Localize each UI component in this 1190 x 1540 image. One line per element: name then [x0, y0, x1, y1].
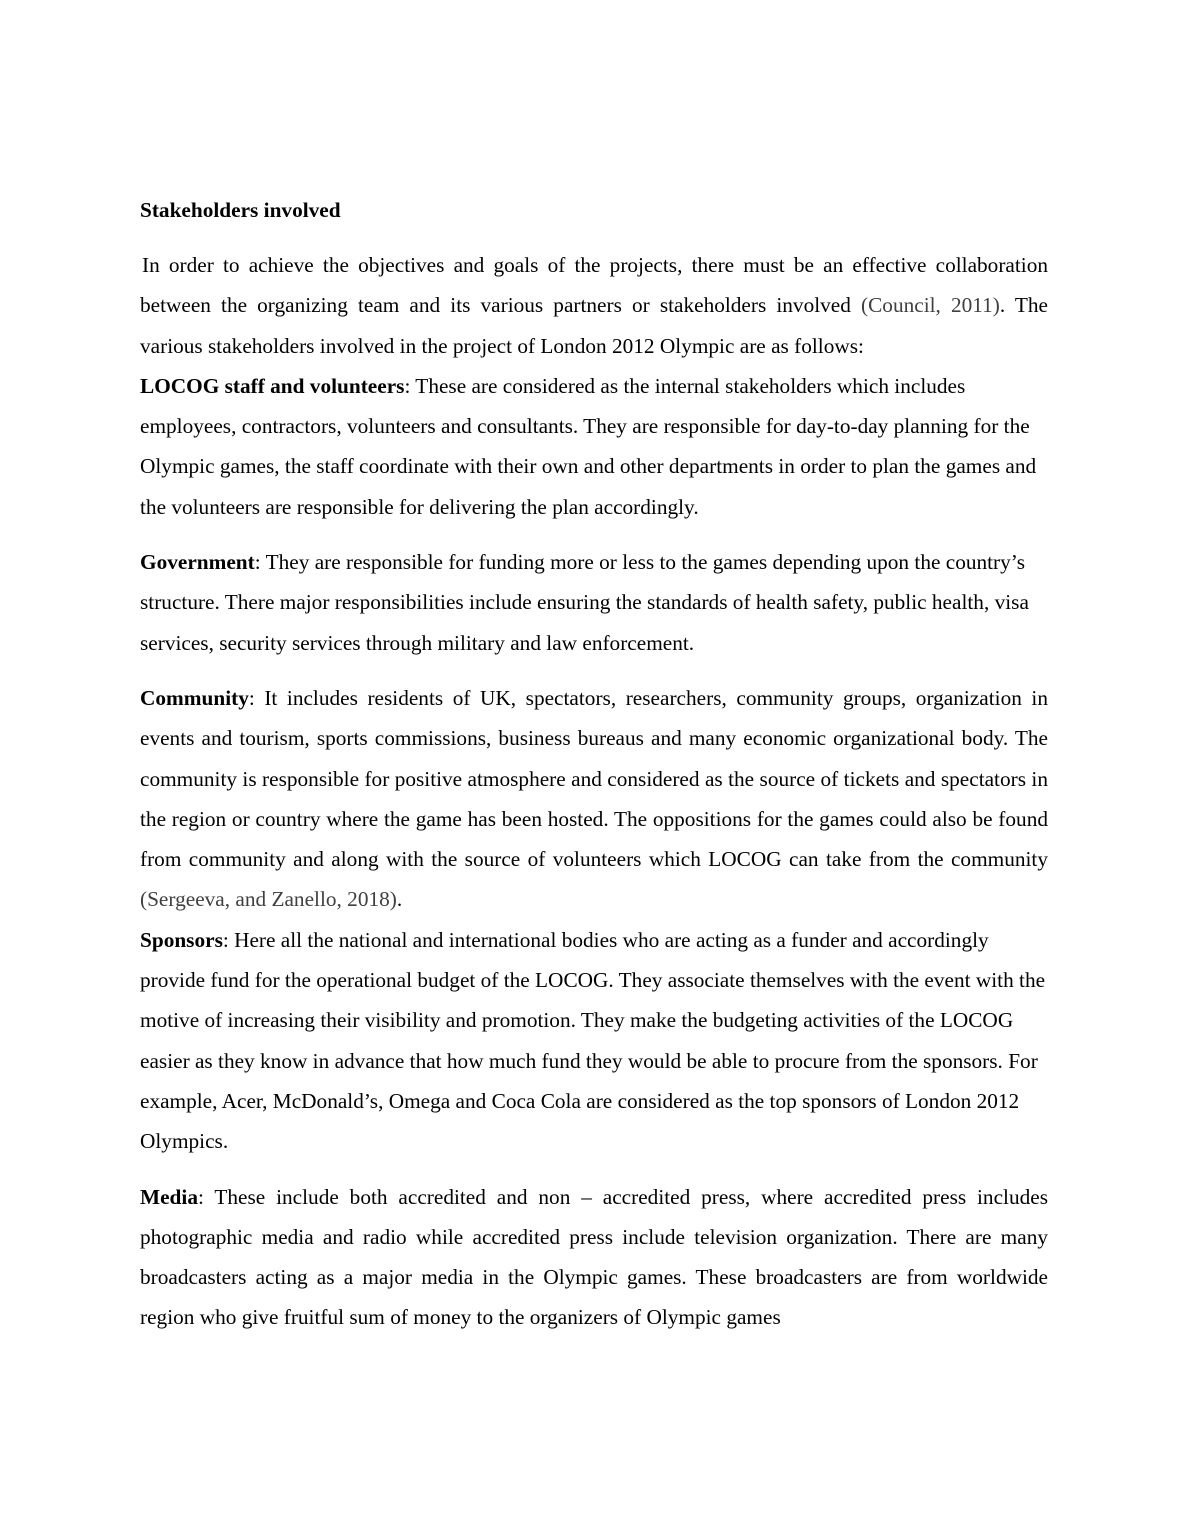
- community-term: Community: [140, 685, 249, 710]
- intro-paragraph: [140, 245, 1048, 366]
- locog-paragraph: [140, 366, 1048, 527]
- intro-citation: (Council, 2011): [861, 293, 1000, 318]
- intro-text: In order to achieve the objectives and goals of the projects, there must be an effective collaboration between the organizing team and its various partners or stakeholders involved: [140, 253, 1048, 318]
- sponsors-text: : Here all the national and international bodies who are acting as a funder and accordingly provide fund for the operational budget of the LOCOG. They associate themselves with the event with the motive of increasing their visibility and promotion. They make the budgeting activities of the LOCOG easier as they know in advance that how much fund they would be able to procure from the sponsors. For example, Acer, McDonald’s, Omega and Coca Cola are considered as the top sponsors of London 2012 Olympics.: [140, 927, 1046, 1154]
- media-term: Media: [140, 1184, 198, 1209]
- media-paragraph: [140, 1177, 1048, 1338]
- government-text: : They are responsible for funding more or less to the games depending upon the country’s structure. There major responsibilities include ensuring the standards of health safety, public health, visa services, security services through military and law enforcement.: [140, 550, 1029, 655]
- locog-term: LOCOG staff and volunteers: [140, 373, 405, 398]
- section-heading: Stakeholders involved: [140, 198, 341, 222]
- government-paragraph: [140, 542, 1048, 663]
- sponsors-paragraph: [140, 920, 1048, 1162]
- community-paragraph: [140, 678, 1048, 920]
- media-text: : These include both accredited and non – accredited press, where accredited press includes photographic media and radio while accredited press include television organization. There are many broadcasters acting as a major media in the Olympic games. These broadcasters are from worldwide region who give fruitful sum of money to the organizers of Olympic games: [140, 1184, 1048, 1330]
- community-text-after: .: [396, 887, 403, 912]
- locog-text: : These are considered as the internal stakeholders which includes employees, contractors, volunteers and consultants. They are responsible for day-to-day planning for the Olympic games, the staff coordinate with their own and other departments in order to plan the games and the volunteers are responsible for delivering the plan accordingly.: [140, 373, 1037, 519]
- community-citation: (Sergeeva, and Zanello, 2018): [140, 887, 397, 912]
- document-page: [140, 190, 1048, 1338]
- government-term: Government: [140, 550, 255, 575]
- community-text: : It includes residents of UK, spectators, researchers, community groups, organization in events and tourism, sports commissions, business bureaus and many economic organizational body. The community is responsible for positive atmosphere and considered as the source of tickets and spectators in the region or country where the game has been hosted. The oppositions for the games could also be found from community and along with the source of volunteers which LOCOG can take from the community: [140, 685, 1048, 872]
- sponsors-term: Sponsors: [140, 927, 223, 952]
- intro-text-after: . The various stakeholders involved in the project of London 2012 Olympic are as follows:: [140, 293, 1049, 358]
